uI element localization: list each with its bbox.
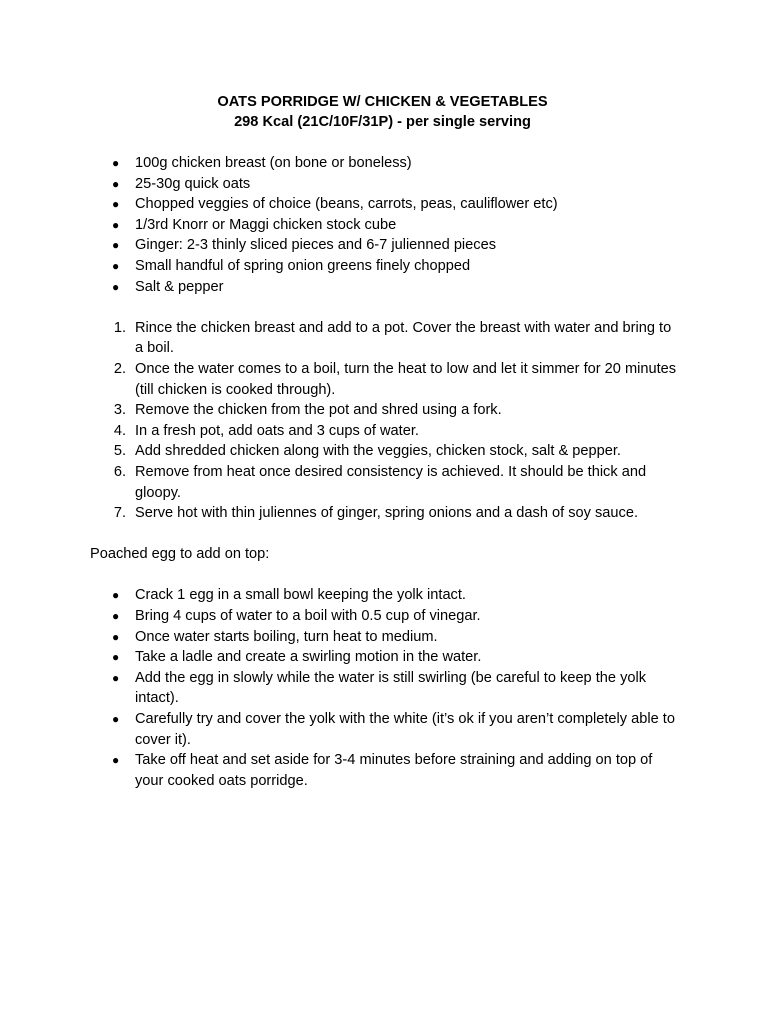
bullet-icon: ● — [112, 650, 120, 665]
bullet-icon: ● — [112, 588, 120, 603]
step-item: 4. In a fresh pot, add oats and 3 cups of water. — [90, 421, 690, 442]
step-number: 1. — [113, 319, 126, 336]
egg-step-item: ● Crack 1 egg in a small bowl keeping the yolk intact. — [90, 585, 690, 606]
step-number: 6. — [113, 463, 126, 480]
bullet-icon: ● — [112, 156, 120, 170]
step-number: 4. — [113, 422, 126, 439]
step-number: 3. — [113, 402, 126, 419]
step-item: 5. Add shredded chicken along with the veggies, chicken stock, salt & pepper. — [90, 441, 690, 462]
bullet-icon: ● — [112, 279, 120, 294]
bullet-icon: ● — [112, 197, 120, 212]
step-item: 7. Serve hot with thin juliennes of ginger, spring onions and a dash of soy sauce. — [90, 503, 690, 524]
bullet-icon: ● — [112, 258, 120, 273]
egg-step-item: ● Take a ladle and create a swirling motion in the water. — [90, 647, 690, 668]
bullet-icon: ● — [112, 238, 120, 253]
bullet-icon: ● — [112, 712, 120, 727]
step-number: 5. — [113, 443, 126, 460]
bullet-icon: ● — [112, 629, 120, 644]
egg-step-item: ● Take off heat and set aside for 3-4 minutes before straining and adding on top of your cooked oats porridge. — [112, 752, 653, 789]
ingredient-item: ● Small handful of spring onion greens finely chopped — [90, 256, 690, 277]
step-number: 2. — [113, 360, 126, 377]
step-item: 2. Once the water comes to a boil, turn the heat to low and let it simmer for 20 minutes (till chicken is cooked through). — [90, 359, 690, 400]
egg-steps-list — [90, 585, 690, 791]
bullet-icon: ● — [112, 217, 120, 232]
step-number: 7. — [113, 505, 126, 522]
bullet-icon: ● — [112, 753, 120, 768]
step-item: 6. Remove from heat once desired consistency is achieved. It should be thick and gloopy. — [90, 462, 690, 503]
ingredient-item: ● Ginger: 2-3 thinly sliced pieces and 6-7 julienned pieces — [90, 235, 690, 256]
bullet-icon: ● — [112, 670, 120, 685]
egg-step-item: ● Add the egg in slowly while the water is still swirling (be careful to keep the yolk intact). — [112, 669, 647, 707]
ingredient-item: ● 100g chicken breast (on bone or boneless) — [90, 153, 690, 174]
steps-list — [90, 318, 690, 524]
egg-step-item: ● Carefully try and cover the yolk with the white (it’s ok if you aren’t completely able to cover it). — [112, 711, 675, 748]
bullet-icon: ● — [112, 176, 120, 191]
ingredient-item: ● 1/3rd Knorr or Maggi chicken stock cube — [90, 215, 690, 236]
ingredient-item: ● 25-30g quick oats — [90, 174, 690, 195]
ingredients-list — [90, 153, 690, 297]
step-item: 3. Remove the chicken from the pot and shred using a fork. — [90, 400, 690, 421]
recipe-calories: 298 Kcal (21C/10F/31P) - per single serving — [234, 113, 531, 130]
egg-step-item: ● Bring 4 cups of water to a boil with 0.5 cup of vinegar. — [90, 606, 690, 627]
egg-section-heading: Poached egg to add on top: — [90, 546, 270, 563]
egg-step-item: ● Once water starts boiling, turn heat to medium. — [90, 627, 690, 648]
bullet-icon: ● — [112, 609, 120, 624]
ingredient-item: ● Chopped veggies of choice (beans, carrots, peas, cauliflower etc) — [90, 194, 690, 215]
step-item: 1. Rince the chicken breast and add to a pot. Cover the breast with water and bring to a boil. — [90, 318, 690, 359]
ingredient-item: ● Salt & pepper — [90, 277, 690, 298]
document-page — [90, 93, 690, 791]
recipe-title: OATS PORRIDGE W/ CHICKEN & VEGETABLES — [217, 94, 548, 110]
